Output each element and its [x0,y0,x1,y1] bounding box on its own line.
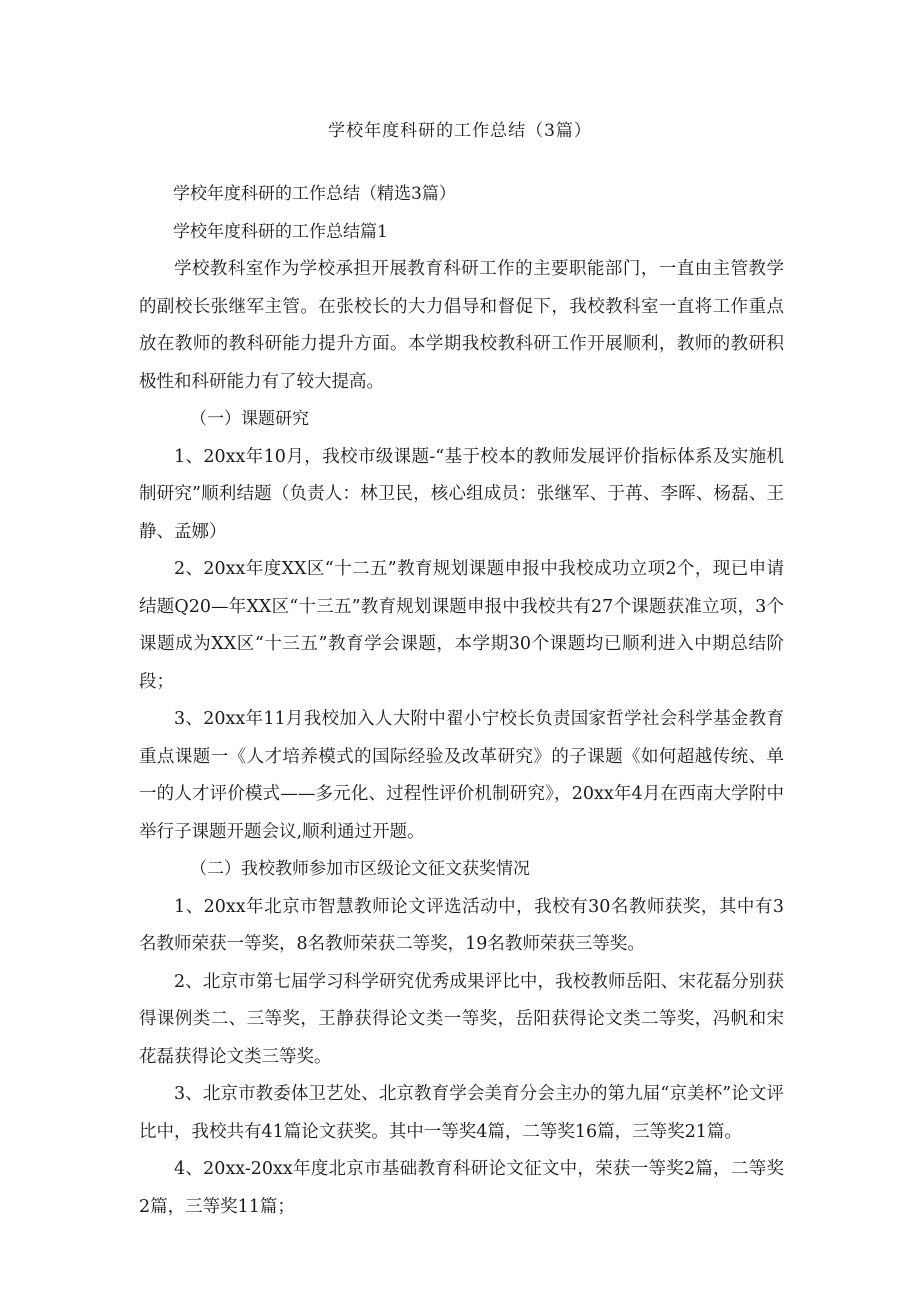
paragraph-item: 3、北京市教委体卫艺处、北京教育学会美育分会主办的第九届“京美杯”论文评比中，我校共有41篇论文获奖。其中一等奖4篇，二等奖16篇，三等奖21篇。 [139,1084,784,1142]
paragraph-subtitle: 学校年度科研的工作总结（精选3篇） [173,184,456,204]
paragraph-item: 2、北京市第七届学习科学研究优秀成果评比中，我校教师岳阳、宋花磊分别获得课例类二、三等奖，王静获得论文类一等奖，岳阳获得论文类二等奖，冯帆和宋花磊获得论文类三等奖。 [139,971,784,1067]
document-title: 学校年度科研的工作总结（3篇） [328,121,592,141]
paragraph-item: 4、20xx-20xx年度北京市基础教育科研论文征文中，荣获一等奖2篇，二等奖2篇，三等奖11篇； [139,1159,784,1217]
paragraph-intro: 学校教科室作为学校承担开展教育科研工作的主要职能部门，一直由主管教学的副校长张继军主管。在张校长的大力倡导和督促下，我校教科室一直将工作重点放在教师的教科研能力提升方面。本学期我校教科研工作开展顺利，教师的教研积极性和科研能力有了较大提高。 [139,259,784,392]
document-body [139,176,784,1226]
section-heading-awards: （二）我校教师参加市区级论文征文获奖情况 [190,859,530,879]
paragraph-part-heading: 学校年度科研的工作总结篇1 [173,221,388,242]
paragraph-item: 1、20xx年10月，我校市级课题-“基于校本的教师发展评价指标体系及实施机制研究”顺利结题（负责人：林卫民，核心组成员：张继军、于苒、李晖、杨磊、王静、孟娜） [139,446,784,542]
section-heading-research: （一）课题研究 [190,409,309,429]
paragraph-item: 2、20xx年度XX区“十二五”教育规划课题申报中我校成功立项2个，现已申请结题Q20—年XX区“十三五”教育规划课题申报中我校共有27个课题获准立项，3个课题成为XX区“十三五”教育学会课题，本学期30个课题均已顺利进入中期总结阶段； [139,559,784,692]
paragraph-item: 1、20xx年北京市智慧教师论文评选活动中，我校有30名教师获奖，其中有3名教师荣获一等奖，8名教师荣获二等奖，19名教师荣获三等奖。 [139,896,784,954]
paragraph-item: 3、20xx年11月我校加入人大附中翟小宁校长负责国家哲学社会科学基金教育重点课题一《人才培养模式的国际经验及改革研究》的子课题《如何超越传统、单一的人才评价模式——多元化、过程性评价机制研究》，20xx年4月在西南大学附中举行子课题开题会议,顺利通过开题。 [139,709,784,842]
